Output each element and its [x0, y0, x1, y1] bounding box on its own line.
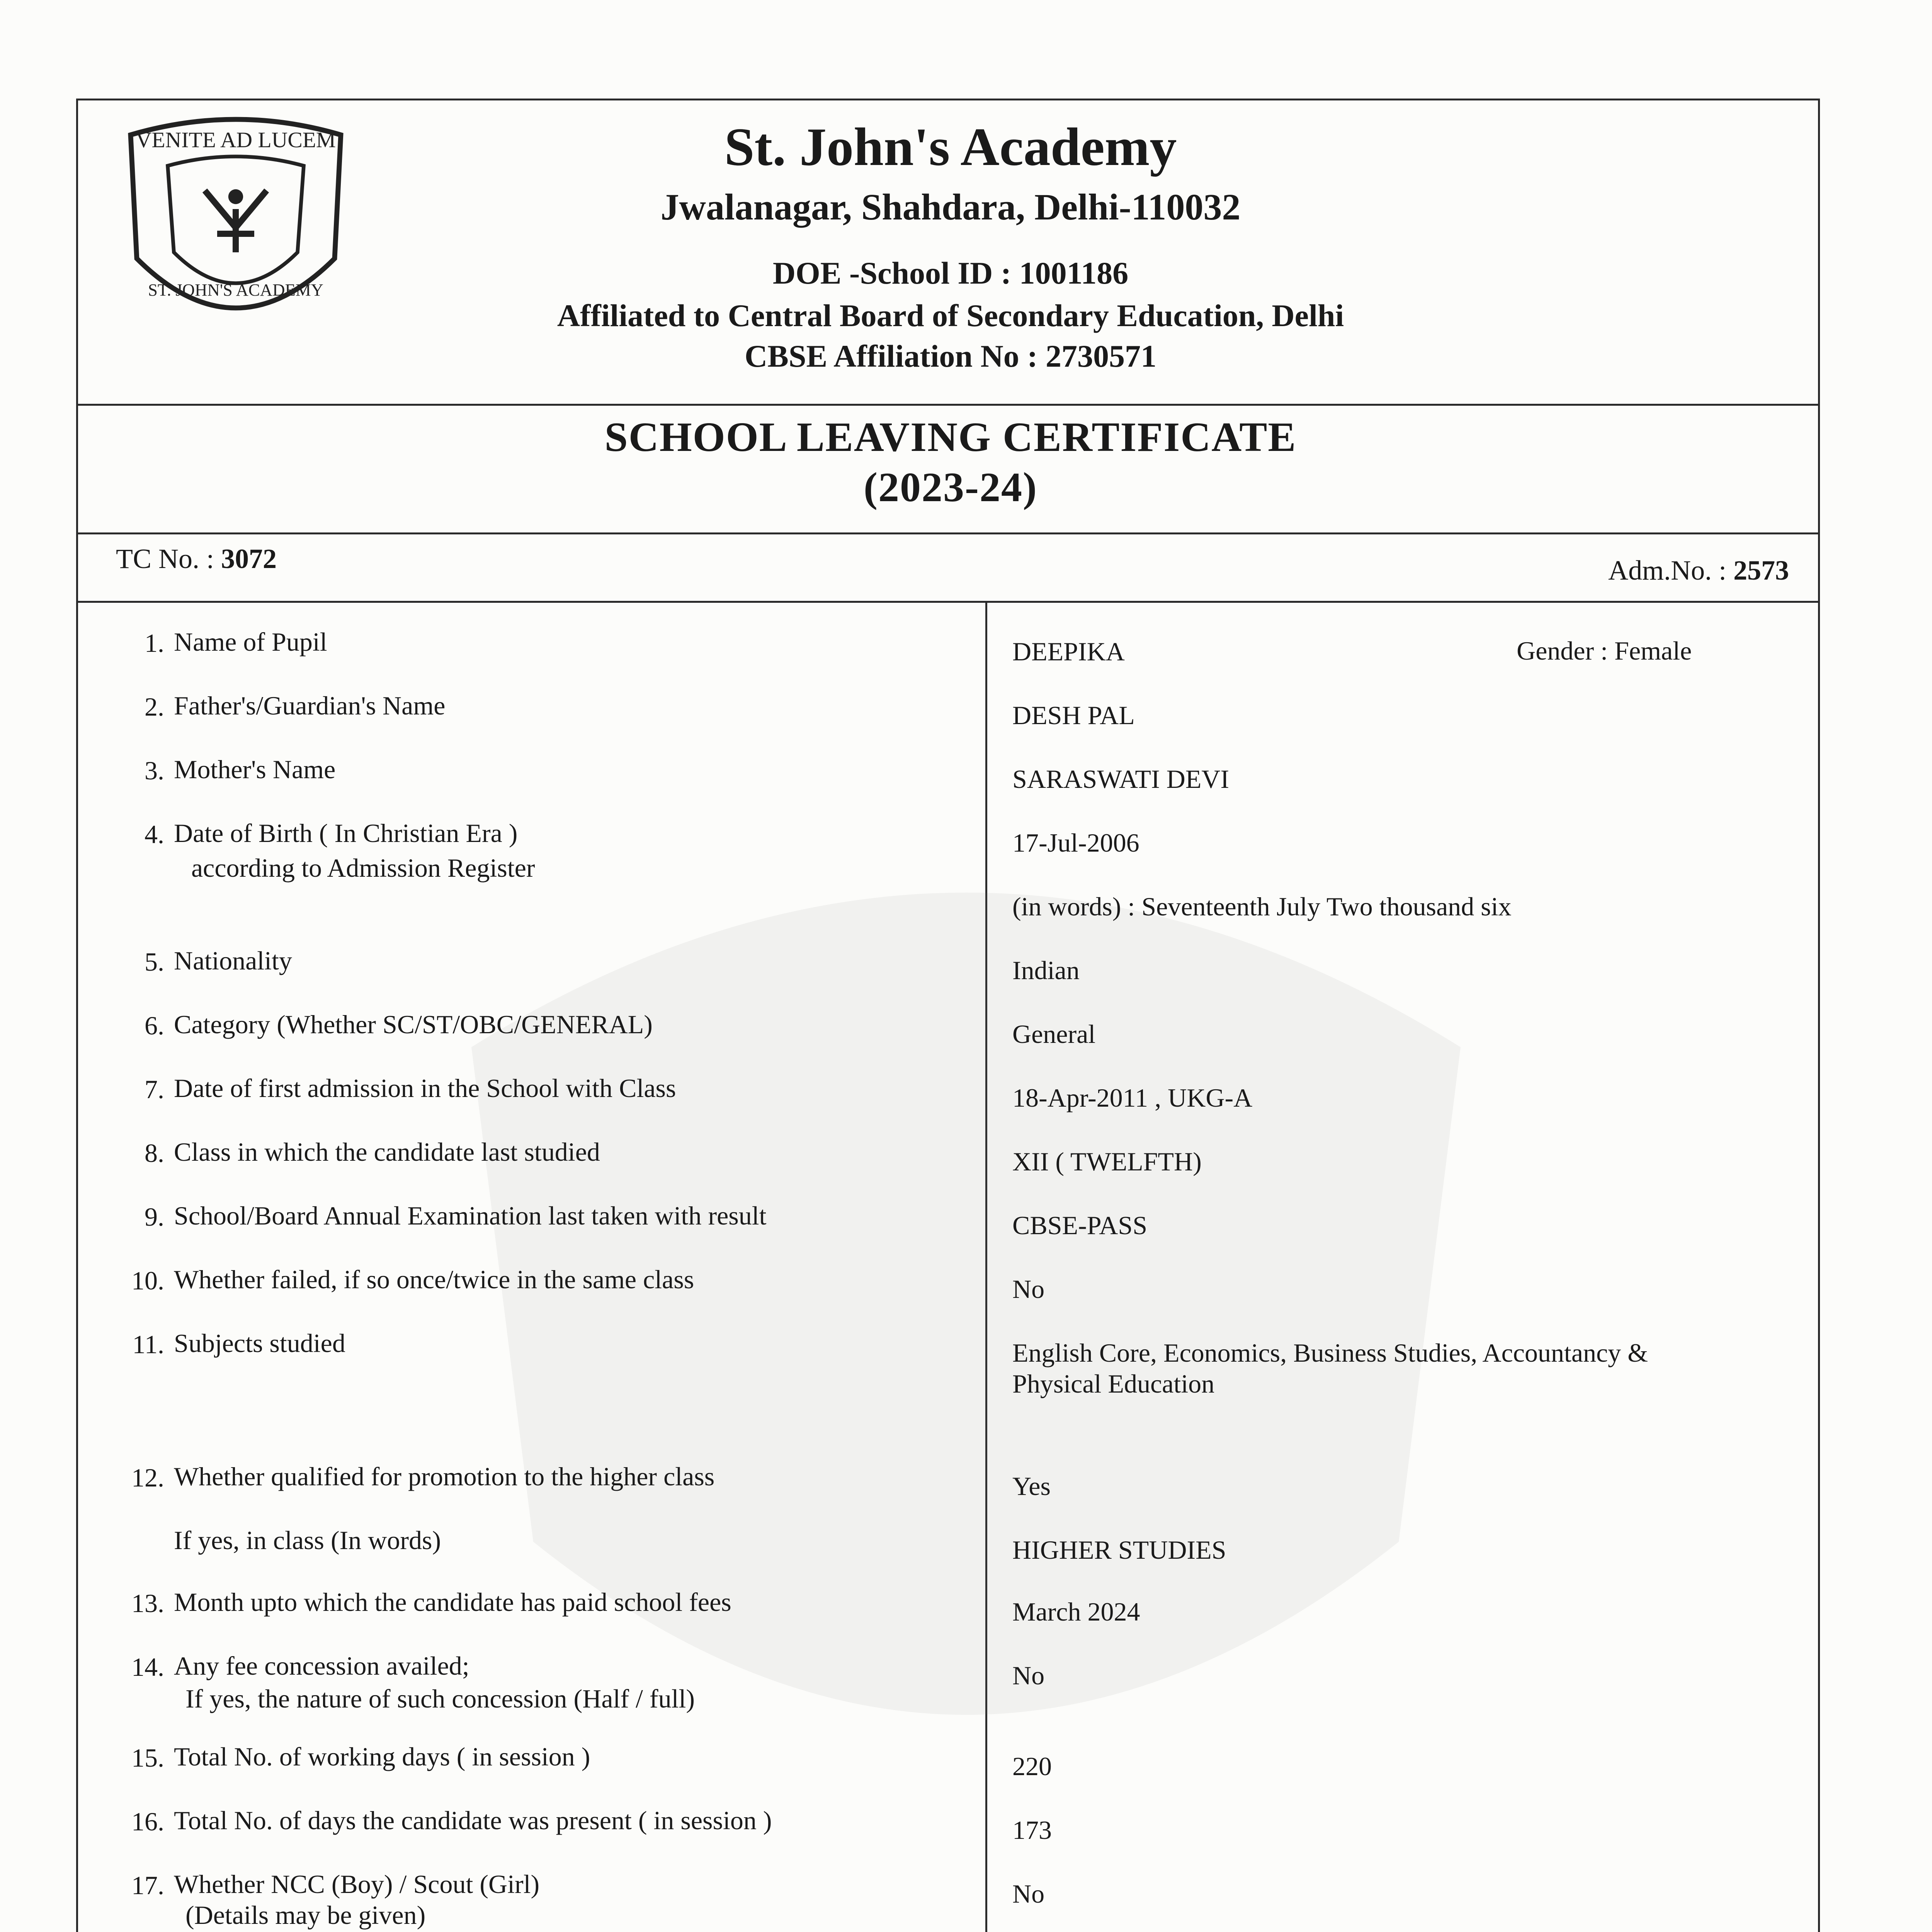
row-value: No: [1012, 1879, 1045, 1908]
row-label: Name of Pupil: [174, 627, 327, 656]
tc-number: [116, 543, 277, 575]
school-logo: [112, 110, 359, 357]
row-value: March 2024: [1012, 1597, 1140, 1626]
row-value: DEEPIKA: [1012, 637, 1125, 666]
row-label: Nationality: [174, 946, 292, 975]
row-number: 1.: [145, 628, 164, 658]
row-label: Category (Whether SC/ST/OBC/GENERAL): [174, 1010, 653, 1039]
row-label: Total No. of days the candidate was present ( in session ): [174, 1806, 772, 1835]
row-number: 9.: [145, 1202, 164, 1231]
certificate-session: (2023-24): [864, 464, 1037, 510]
certificate-title: SCHOOL LEAVING CERTIFICATE: [604, 414, 1297, 460]
row-number: 17.: [131, 1871, 164, 1900]
row-number: 13.: [131, 1588, 164, 1618]
row-value: Indian: [1012, 956, 1080, 985]
row-label: Whether qualified for promotion to the higher class: [174, 1462, 715, 1491]
row-value: SARASWATI DEVI: [1012, 764, 1229, 794]
row-value: 18-Apr-2011 , UKG-A: [1012, 1083, 1253, 1112]
school-address: Jwalanagar, Shahdara, Delhi-110032: [660, 186, 1241, 228]
row-value: 173: [1012, 1815, 1052, 1845]
title-divider: [76, 532, 1820, 534]
row-value-line2: Physical Education: [1012, 1369, 1215, 1398]
row-label: Father's/Guardian's Name: [174, 691, 446, 720]
row-number: 16.: [131, 1807, 164, 1836]
row-number: 14.: [131, 1652, 164, 1682]
table-top-line: [76, 601, 1820, 603]
row-value: 220: [1012, 1752, 1052, 1781]
school-name: St. John's Academy: [724, 117, 1177, 177]
row-label: Subjects studied: [174, 1328, 345, 1358]
row-number: 7.: [145, 1075, 164, 1104]
row-number: 6.: [145, 1011, 164, 1040]
row-value: CBSE-PASS: [1012, 1211, 1148, 1240]
row-label: If yes, in class (In words): [174, 1526, 441, 1555]
gender-value: Gender : Female: [1517, 636, 1692, 665]
cbse-affiliation: Affiliated to Central Board of Secondary Education, Delhi: [557, 298, 1344, 333]
row-value: No: [1012, 1661, 1045, 1690]
row-number: 11.: [132, 1330, 164, 1359]
row-label-line2: (Details may be given): [185, 1900, 426, 1930]
row-number: 15.: [131, 1743, 164, 1772]
adm-value: 2573: [1733, 555, 1789, 586]
logo-motto-text: VENITE AD LUCEM: [135, 128, 336, 152]
row-number: 12.: [131, 1463, 164, 1492]
row-label: Whether NCC (Boy) / Scout (Girl): [174, 1869, 540, 1899]
row-number: 2.: [145, 692, 164, 721]
adm-label: Adm.No. :: [1608, 555, 1726, 586]
row-label-line2: If yes, the nature of such concession (Half / full): [185, 1684, 695, 1713]
row-value: DESH PAL: [1012, 701, 1135, 730]
row-value: HIGHER STUDIES: [1012, 1535, 1226, 1565]
row-label: Whether failed, if so once/twice in the same class: [174, 1265, 694, 1294]
cbse-affiliation-no: CBSE Affiliation No : 2730571: [744, 338, 1157, 374]
row-number: 8.: [145, 1138, 164, 1168]
row-label: Mother's Name: [174, 755, 336, 784]
row-label: Date of first admission in the School with Class: [174, 1073, 676, 1103]
row-value: No: [1012, 1274, 1045, 1304]
row-label: Class in which the candidate last studied: [174, 1137, 600, 1167]
row-value: XII ( TWELFTH): [1012, 1147, 1202, 1176]
row-value: Yes: [1012, 1471, 1051, 1501]
row-label: Month upto which the candidate has paid school fees: [174, 1587, 731, 1617]
logo-name-text: ST. JOHN'S ACADEMY: [148, 280, 324, 299]
row-value: 17-Jul-2006: [1012, 828, 1139, 857]
row-label: Total No. of working days ( in session ): [174, 1742, 590, 1771]
row-number: 10.: [131, 1266, 164, 1295]
row-value: General: [1012, 1019, 1096, 1049]
row-value-line2: (in words) : Seventeenth July Two thousand six: [1012, 892, 1512, 921]
row-number: 3.: [145, 756, 164, 785]
row-number: 4.: [145, 820, 164, 849]
row-label-line2: according to Admission Register: [191, 853, 535, 883]
tc-label: TC No. :: [116, 543, 214, 574]
row-label: School/Board Annual Examination last taken with result: [174, 1201, 767, 1230]
row-label: Any fee concession availed;: [174, 1651, 469, 1680]
row-label: Date of Birth ( In Christian Era ): [174, 818, 518, 848]
adm-number: [1608, 554, 1789, 587]
row-number: 5.: [145, 947, 164, 976]
tc-value: 3072: [221, 543, 277, 574]
header-divider: [76, 404, 1820, 406]
row-value: English Core, Economics, Business Studies, Accountancy &: [1012, 1338, 1648, 1367]
doe-school-id: DOE -School ID : 1001186: [772, 255, 1129, 291]
